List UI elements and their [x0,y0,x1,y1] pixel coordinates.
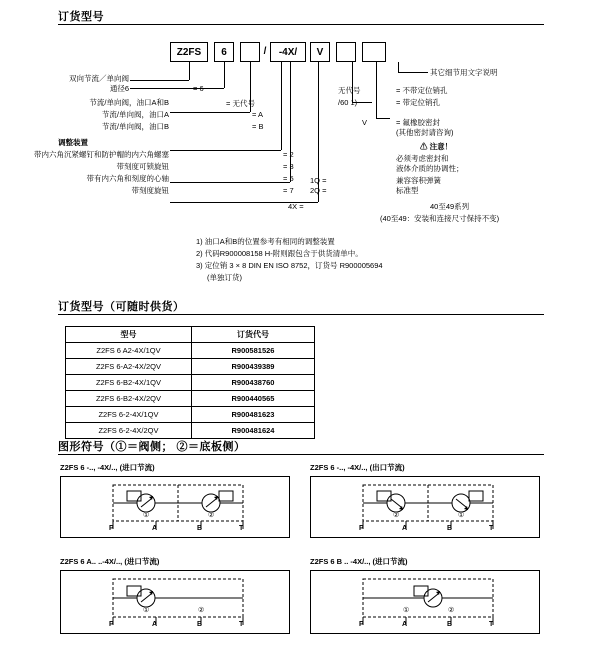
port-label-t: T [239,525,244,532]
code-box-extra2 [362,42,386,62]
footnote-3-text: 定位销 3 × 8 DIN EN ISO 8752，订货号 R900005694 [204,261,383,270]
table-header-row [66,327,315,343]
leader-line [130,80,189,81]
port-label-a: A [152,525,158,532]
code-box-size: 6 [214,42,234,62]
port-label-a: A [152,621,158,628]
port-label-p: P [109,525,114,532]
symbol-panel-3-title: Z2FS 6 A.. ..-4X/.., (进口节流) [60,557,160,566]
port-label-a: A [402,621,408,628]
svg-text:①: ① [403,607,410,614]
label-nocode: 无代号 [338,86,361,95]
port-label-b: B [447,621,453,628]
label-throttle-a: 节流/单向阀，油口A [101,110,169,119]
symbol-panel-4 [310,556,540,634]
footnote-3b: (单独订货) [207,273,242,282]
cell-code: R900440565 [191,391,314,407]
leader-line [189,62,190,80]
label-pin-code: /60 1) [338,98,358,107]
value-adj-3: = 3 [283,162,294,171]
label-throttle-b: 节流/单向阀，油口B [101,122,169,131]
leader-line [224,62,225,88]
hydraulic-symbol-icon [311,477,541,539]
cell-code: R900581526 [191,343,314,359]
divider-3 [58,454,544,455]
value-pin-code: = 带定位销孔 [396,98,440,107]
leader-line [130,88,224,89]
label-q-standard: 标准型 [396,186,419,195]
value-throttle-a: = A [252,110,264,119]
cell-model: Z2FS 6-B2-4X/2QV [66,391,192,407]
warning-line-2: 液体介质的协调性； [396,164,464,173]
section-title-order-code: 订货型号 [58,11,104,23]
cell-code: R900439389 [191,359,314,375]
divider-1 [58,24,544,25]
cell-code: R900481623 [191,407,314,423]
hydraulic-symbol-icon [61,477,291,539]
leader-line [281,62,282,150]
symbol-panel-1-diagram [60,476,290,538]
hydraulic-symbol-icon [311,571,541,635]
value-throttle-b: = B [252,122,264,131]
section-title-symbols: 图形符号（①＝阀侧； ②＝底板侧） [58,441,246,453]
label-adj-3: 带刻度可锁旋钮 [116,162,169,171]
warning-line-1: 必须考虑密封和 [396,154,449,163]
value-v-seal-note: (其他密封请咨询) [396,128,454,137]
footnote-1-mark: 1) [196,237,203,246]
svg-text:①: ① [143,512,150,519]
note-series: (40至49：安装和连接尺寸保持不变) [380,214,500,223]
label-two-way-throttle: 双向节流／单向阀 [69,74,129,83]
leader-line [352,62,353,102]
leader-line [398,72,428,73]
hydraulic-symbol-icon [61,571,291,635]
port-label-p: P [359,621,364,628]
value-nocode: = 不带定位销孔 [396,86,448,95]
leader-line [376,62,377,118]
code-box-seal: V [310,42,330,62]
leader-line [170,112,250,113]
footnote-1-text: 油口A和B的位置参考有相同的调整装置 [204,237,335,246]
footnote-2 [196,248,363,259]
order-code-table [65,326,315,439]
footnote-2-mark: 2) [196,249,203,258]
port-label-t: T [239,621,244,628]
label-q-compat: 兼容容积弹簧 [396,176,441,185]
symbol-panel-2-diagram [310,476,540,538]
value-v-seal: = 氟橡胶密封 [396,118,440,127]
symbol-panel-3-diagram [60,570,290,634]
svg-text:②: ② [448,607,455,614]
table-row [66,407,315,423]
value-series: 40至49系列 [430,202,470,211]
cell-code: R900481624 [191,423,314,439]
divider-2 [58,314,544,315]
label-other-details: 其它细节用文字说明 [430,68,498,77]
leader-line [170,182,290,183]
symbol-panel-4-diagram [310,570,540,634]
symbol-panel-1 [60,462,290,538]
svg-text:②: ② [208,512,215,519]
svg-text:①: ① [458,512,465,519]
th-model: 型号 [66,327,192,343]
section-title-available: 订货型号（可随时供货） [58,301,185,313]
code-separator-1: / [263,46,267,57]
table-row [66,375,315,391]
svg-text:①: ① [143,607,150,614]
port-label-a: A [402,525,408,532]
cell-model: Z2FS 6-B2-4X/1QV [66,375,192,391]
code-box-series: Z2FS [170,42,208,62]
value-adj-7: = 7 [283,186,294,195]
port-label-p: P [109,621,114,628]
leader-line [376,118,390,119]
code-box-port [240,42,260,62]
port-label-b: B [197,621,203,628]
cell-model: Z2FS 6 A2-4X/1QV [66,343,192,359]
port-label-t: T [489,525,494,532]
label-size-6: 通径6 [109,84,129,93]
code-box-extra1 [336,42,356,62]
table-row [66,391,315,407]
footnote-3-mark: 3) [196,261,203,270]
label-adj-2: 带内六角沉紧螺钉和防护帽的内六角螺塞 [34,150,169,159]
th-order-code: 订货代号 [191,327,314,343]
cell-code: R900438760 [191,375,314,391]
value-adj-5: = 5 [283,174,294,183]
table-row [66,423,315,439]
label-throttle-ab: 节流/单向阀，油口A和B [89,98,169,107]
port-label-b: B [447,525,453,532]
label-adj-5: 带有内六角和刻度的心轴 [86,174,169,183]
leader-line [170,150,281,151]
value-size-6: = 6 [193,84,204,93]
label-adjustment-group: 调整装置 [58,138,88,147]
port-label-b: B [197,525,203,532]
footnote-1 [196,236,335,247]
cell-model: Z2FS 6-A2-4X/2QV [66,359,192,375]
svg-text:②: ② [198,607,205,614]
svg-text:②: ② [393,512,400,519]
value-adj-2: = 2 [283,150,294,159]
label-1q: 1Q = [310,176,327,185]
port-label-p: P [359,525,364,532]
symbol-panel-2 [310,462,540,538]
footnote-2-text: 代码R900008158 H-附则跟包含于供货清单中。 [204,249,363,258]
cell-model: Z2FS 6-2-4X/1QV [66,407,192,423]
port-label-t: T [489,621,494,628]
leader-line [398,62,399,72]
symbol-panel-4-title: Z2FS 6 B .. -4X/.., (进口节流) [310,557,408,566]
symbol-panel-3 [60,556,290,634]
label-v-code: V [362,118,368,127]
code-box-version: -4X/ [270,42,306,62]
label-adj-7: 带刻度旋钮 [131,186,169,195]
label-2q: 2Q = [310,186,327,195]
label-4x: 4X = [288,202,304,211]
footnote-3 [196,260,383,271]
cell-model: Z2FS 6-2-4X/2QV [66,423,192,439]
table-row [66,359,315,375]
table-row [66,343,315,359]
value-throttle-ab: = 无代号 [226,99,255,108]
symbol-panel-2-title: Z2FS 6 -.., -4X/.., (出口节流) [310,463,405,472]
symbol-panel-1-title: Z2FS 6 -.., -4X/.., (进口节流) [60,463,155,472]
warning-title: ⚠ 注意！ [420,142,453,151]
